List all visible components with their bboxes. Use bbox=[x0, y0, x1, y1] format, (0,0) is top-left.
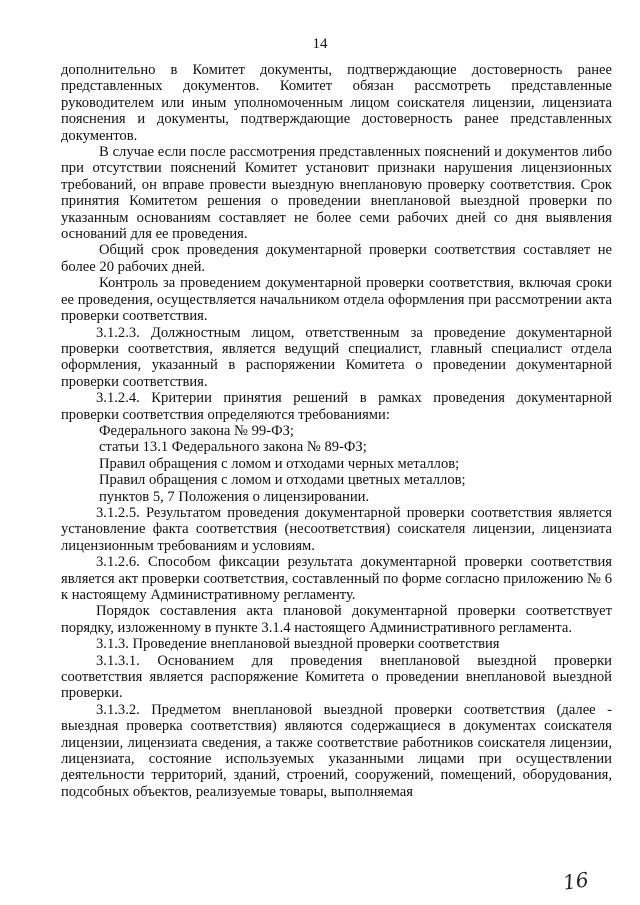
list-item-nonferrous-rules: Правил обращения с ломом и отходами цветных металлов; bbox=[99, 472, 466, 489]
page-number: 14 bbox=[312, 36, 328, 52]
paragraph-3-1-2-4: 3.1.2.4. Критерии принятия решений в рамках проведения документарной проверки соответствия определяются требованиями: bbox=[61, 390, 612, 423]
paragraph-3-1-2-5: 3.1.2.5. Результатом проведения документарной проверки соответствия является установление факта соответствия (несоответствия) соискателя лицензии, лицензиата лицензионным требованиям и условиям. bbox=[61, 504, 612, 554]
paragraph-3-1-3-2: 3.1.3.2. Предметом внеплановой выездной проверки соответствия (далее - выездная проверка соответствия) являются содержащиеся в документах соискателя лицензии, лицензиата сведения, а также соответствие работников соискателя лицензии, лицензиата, состояние используемых указанными лицами при осуществлении деятельности территорий, зданий, строений, сооружений, помещений, оборудования, подсобных объектов, реализуемые товары, выполняемая bbox=[61, 701, 612, 800]
paragraph-total-term: Общий срок проведения документарной проверки соответствия составляет не более 20 рабочих дней. bbox=[61, 242, 612, 275]
list-item-article-13-1: статьи 13.1 Федерального закона № 89-ФЗ; bbox=[99, 439, 367, 456]
paragraph-3-1-3-1: 3.1.3.1. Основанием для проведения внеплановой выездной проверки соответствия является распоряжение Комитета о проведении внеплановой выездной проверки. bbox=[61, 652, 612, 702]
paragraph-continuation: дополнительно в Комитет документы, подтверждающие достоверность ранее представленных документов. Комитет обязан рассмотреть представленные руководителем или иным уполномоченным лицом соискателя лицензии, лицензиата пояснения и документы, подтверждающие достоверность ранее представленных документов. bbox=[61, 62, 612, 144]
list-item-licensing-provisions: пунктов 5, 7 Положения о лицензировании. bbox=[99, 488, 370, 505]
list-item-federal-law-99: Федерального закона № 99-ФЗ; bbox=[99, 422, 294, 439]
paragraph-violation-signs: В случае если после рассмотрения представленных пояснений и документов либо при отсутствии пояснений Комитет установит признаки нарушения лицензионных требований, он вправе провести выездную внеплановую проверку соответствия. Срок принятия Комитетом решения о проведении внеплановой выездной проверки по указанным основаниям составляет не более семи рабочих дней со дня выявления оснований для ее проведения. bbox=[61, 144, 612, 243]
document-body bbox=[61, 62, 612, 800]
section-heading-3-1-3: 3.1.3. Проведение внеплановой выездной проверки соответствия bbox=[96, 636, 500, 653]
paragraph-3-1-2-3: 3.1.2.3. Должностным лицом, ответственным за проведение документарной проверки соответствия, является ведущий специалист, главный специалист отдела оформления, указанный в распоряжении Комитета о проведении документарной проверки соответствия. bbox=[61, 324, 612, 390]
paragraph-3-1-2-6: 3.1.2.6. Способом фиксации результата документарной проверки соответствия является акт проверки соответствия, составленный по форме согласно приложению № 6 к настоящему Административному регламенту. bbox=[61, 554, 612, 603]
paragraph-act-procedure: Порядок составления акта плановой документарной проверки соответствует порядку, изложенному в пункте 3.1.4 настоящего Административного регламента. bbox=[61, 603, 612, 636]
paragraph-control: Контроль за проведением документарной проверки соответствия, включая сроки ее проведения, осуществляется начальником отдела оформления при рассмотрении акта проверки соответствия. bbox=[61, 275, 612, 325]
list-item-ferrous-rules: Правил обращения с ломом и отходами черных металлов; bbox=[99, 455, 460, 472]
handwritten-page-mark: 16 bbox=[561, 867, 590, 895]
